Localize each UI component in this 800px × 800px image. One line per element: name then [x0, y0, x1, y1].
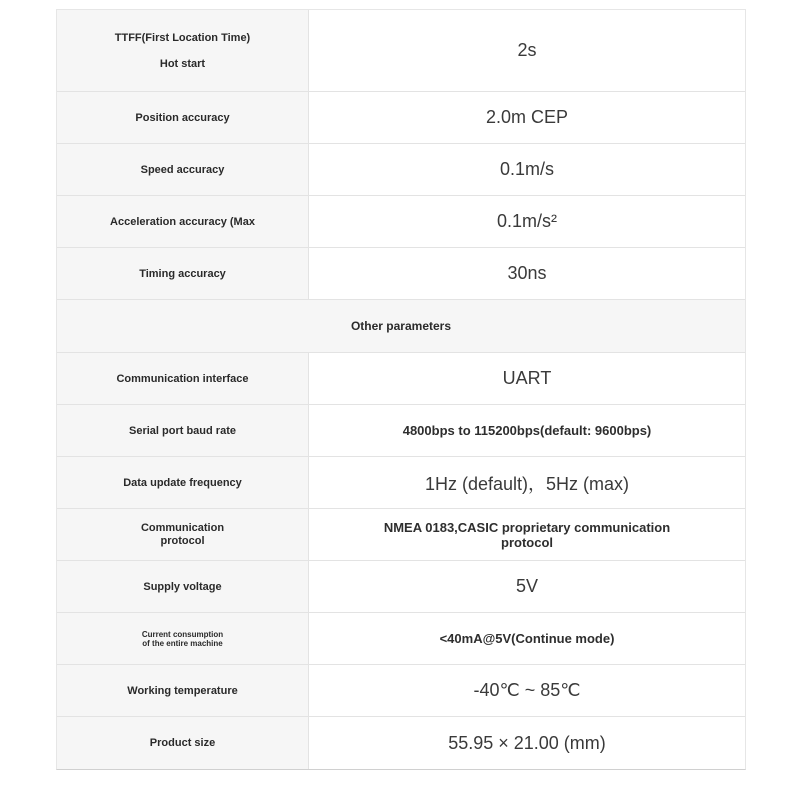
- table-row: [57, 92, 745, 144]
- row-label: Communication interface: [57, 353, 309, 404]
- row-label: [57, 613, 309, 664]
- row-label: Supply voltage: [57, 561, 309, 612]
- row-label: [57, 10, 309, 91]
- row-value: 0.1m/s²: [496, 211, 557, 231]
- table-row: [57, 248, 745, 300]
- row-value: 1Hz (default)，5Hz (max): [424, 473, 630, 494]
- row-value: -40℃ ~ 85℃: [473, 680, 581, 700]
- table-row: [57, 665, 745, 717]
- row-value: 2s: [517, 40, 537, 60]
- label-text: protocol: [160, 534, 205, 547]
- label-text: of the entire machine: [142, 638, 223, 648]
- row-value: 2.0m CEP: [485, 107, 569, 127]
- row-value: <40mA@5V(Continue mode): [439, 631, 615, 646]
- section-header: Other parameters: [57, 300, 745, 353]
- row-value: UART: [502, 368, 552, 388]
- table-row: [57, 717, 745, 769]
- row-label: Timing accuracy: [57, 248, 309, 299]
- table-row: [57, 561, 745, 613]
- row-label: Product size: [57, 717, 309, 769]
- table-row: [57, 10, 745, 92]
- table-row: [57, 405, 745, 457]
- label-text: Hot start: [159, 57, 206, 70]
- row-value: [309, 509, 745, 560]
- table-row: [57, 457, 745, 509]
- row-label: Serial port baud rate: [57, 405, 309, 456]
- row-value: 55.95 × 21.00 (mm): [448, 732, 606, 753]
- row-value: 0.1m/s: [499, 159, 555, 179]
- row-value: 5V: [515, 576, 539, 596]
- row-label: Position accuracy: [57, 92, 309, 143]
- row-value: 4800bps to 115200bps(default: 9600bps): [402, 423, 652, 438]
- value-text: NMEA 0183,CASIC proprietary communication: [383, 519, 671, 535]
- table-row: [57, 196, 745, 248]
- spec-table: [56, 9, 746, 770]
- row-label: Speed accuracy: [57, 144, 309, 195]
- table-row: [57, 144, 745, 196]
- label-text: Communication: [140, 521, 225, 534]
- row-label: [57, 509, 309, 560]
- row-label: Acceleration accuracy (Max: [57, 196, 309, 247]
- label-text: Current consumption: [141, 629, 224, 639]
- row-label: Data update frequency: [57, 457, 309, 508]
- table-row: [57, 509, 745, 561]
- label-text: TTFF(First Location Time): [114, 31, 251, 44]
- table-row: [57, 613, 745, 665]
- value-text: protocol: [501, 534, 553, 550]
- table-row: [57, 353, 745, 405]
- row-value: 30ns: [507, 263, 547, 283]
- row-label: Working temperature: [57, 665, 309, 716]
